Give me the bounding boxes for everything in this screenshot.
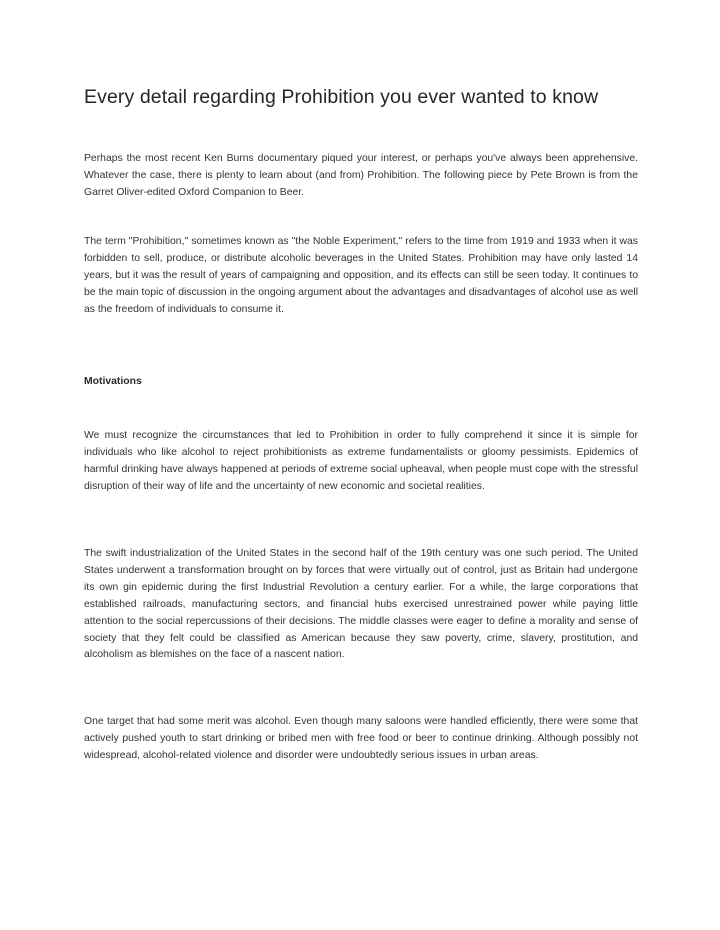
prohibition-definition-paragraph: The term "Prohibition," sometimes known as "the Noble Experiment," refers to the time from 1919 and 1933 when it was forbidden to sell, produce, or distribute alcoholic beverages in the United States. Prohibition may have only lasted 14 years, but it was the result of years of campaigning and opposition, and its effects can still be seen today. It continues to be the main topic of discussion in the ongoing argument about the advantages and disadvantages of alcohol use as well as the freedom of individuals to consume it. [84, 236, 638, 315]
alcohol-target-paragraph: One target that had some merit was alcohol. Even though many saloons were handled efficiently, there were some that actively pushed youth to start drinking or bribed men with free food or beer to continue drinking. Although possibly not widespread, alcohol-related violence and disorder were undoubtedly serious issues in urban areas. [84, 716, 638, 761]
motivations-paragraph: We must recognize the circumstances that led to Prohibition in order to fully comprehend it since it is simple for individuals who like alcohol to reject prohibitionists as extreme fundamentalists or gloomy pessimists. Epidemics of harmful drinking have always happened at periods of extreme social upheaval, when people must cope with the stressful disruption of their way of life and the uncertainty of new economic and societal realities. [84, 430, 638, 492]
intro-paragraph: Perhaps the most recent Ken Burns documentary piqued your interest, or perhaps you've always been apprehensive. Whatever the case, there is plenty to learn about (and from) Prohibition. The following piece by Pete Brown is from the Garret Oliver-edited Oxford Companion to Beer. [84, 153, 638, 198]
section-heading-motivations: Motivations [84, 376, 142, 387]
page-title: Every detail regarding Prohibition you ever wanted to know [84, 86, 599, 108]
industrialization-paragraph: The swift industrialization of the United States in the second half of the 19th century was one such period. The United States underwent a transformation brought on by forces that were virtually out of control, just as Britain had undergone its own gin epidemic during the first Industrial Revolution a century earlier. For a while, the large corporations that established railroads, manufacturing sectors, and financial hubs exercised unrestrained power while paying little attention to the social repercussions of their decisions. The middle classes were eager to define a morality and sense of society that they felt could be classified as American because they saw poverty, crime, slavery, prostitution, and alcoholism as blemishes on the face of a nascent nation. [84, 548, 638, 661]
